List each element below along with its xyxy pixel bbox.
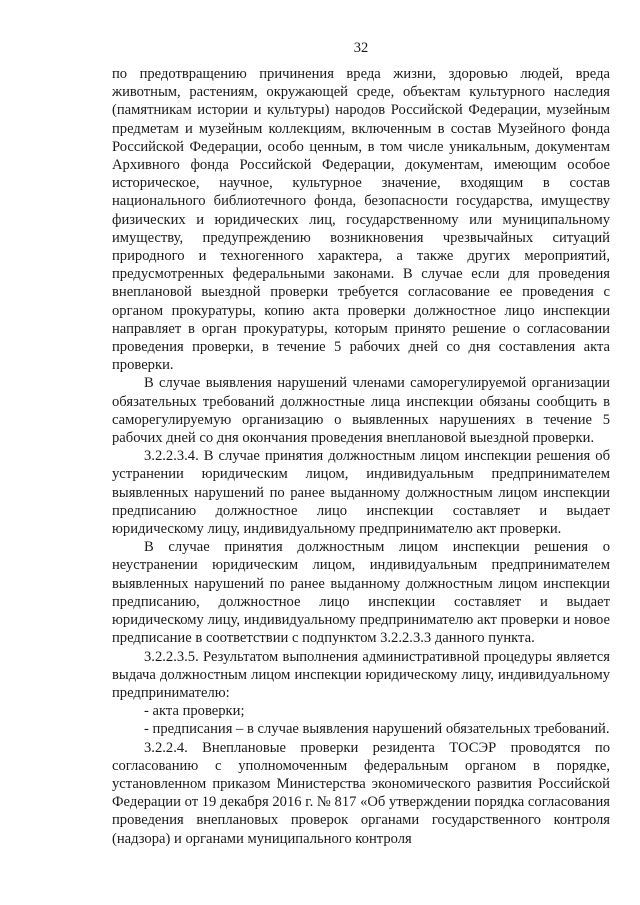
document-body <box>112 65 610 848</box>
paragraph-3-2-2-3-4: 3.2.2.3.4. В случае принятия должностным лицом инспекции решения об устранении юридическим лицом, индивидуальным предпринимателем выявленных нарушений по ранее выданному должностным лицом инспекции предписанию должностное лицо инспекции составляет и выдает юридическому лицу, индивидуальному предпринимателю акт проверки. <box>112 448 610 538</box>
page-number: 32 <box>353 40 369 56</box>
paragraph-3-2-2-4: 3.2.2.4. Внеплановые проверки резидента ТОСЭР проводятся по согласованию с уполномоченным федеральным органом в порядке, установленном приказом Министерства экономического развития Российской Федерации от 19 декабря 2016 г. № 817 «Об утверждении порядка согласования проведения внеплановых проверок органами государственного контроля (надзора) и органами муниципального контроля <box>112 739 610 847</box>
paragraph-3-2-2-3-5: 3.2.2.3.5. Результатом выполнения административной процедуры является выдача должностным лицом инспекции юридическому лицу, индивидуальному предпринимателю: <box>112 648 610 701</box>
paragraph-sro-violations: В случае выявления нарушений членами саморегулируемой организации обязательных требований должностные лица инспекции обязаны сообщить в саморегулируемую организацию о выявленных нарушениях в течение 5 рабочих дней со дня окончания проведения внеплановой выездной проверки. <box>112 375 610 447</box>
paragraph-non-elimination: В случае принятия должностным лицом инспекции решения о неустранении юридическим лицом, индивидуальным предпринимателем выявленных нарушений по ранее выданному должностным лицом инспекции предписанию, должностное лицо инспекции составляет и выдает юридическому лицу, индивидуальному предпринимателю акт проверки и новое предписание в соответствии с подпунктом 3.2.2.3.3 данного пункта. <box>112 539 610 647</box>
list-item-order: - предписания – в случае выявления нарушений обязательных требований. <box>144 721 610 738</box>
list-item-inspection-act: - акта проверки; <box>144 703 245 720</box>
paragraph-continuation: по предотвращению причинения вреда жизни, здоровью людей, вреда животным, растениям, окружающей среде, объектам культурного наследия (памятникам истории и культуры) народов Российской Федерации, музейным предметам и музейным коллекциям, включенным в состав Музейного фонда Российской Федерации, особо ценным, в том числе уникальным, документам Архивного фонда Российской Федерации, документам, имеющим особое историческое, научное, культурное значение, входящим в состав национального библиотечного фонда, безопасности государства, имуществу физических и юридических лиц, государственному или муниципальному имуществу, предупреждению возникновения чрезвычайных ситуаций природного и техногенного характера, а также других мероприятий, предусмотренных федеральными законами. В случае если для проведения внеплановой выездной проверки требуется согласование ее проведения с органом прокуратуры, копию акта проверки должностное лицо инспекции направляет в орган прокуратуры, которым принято решение о согласовании проведения проверки, в течение 5 рабочих дней со дня составления акта проверки. <box>112 66 610 374</box>
